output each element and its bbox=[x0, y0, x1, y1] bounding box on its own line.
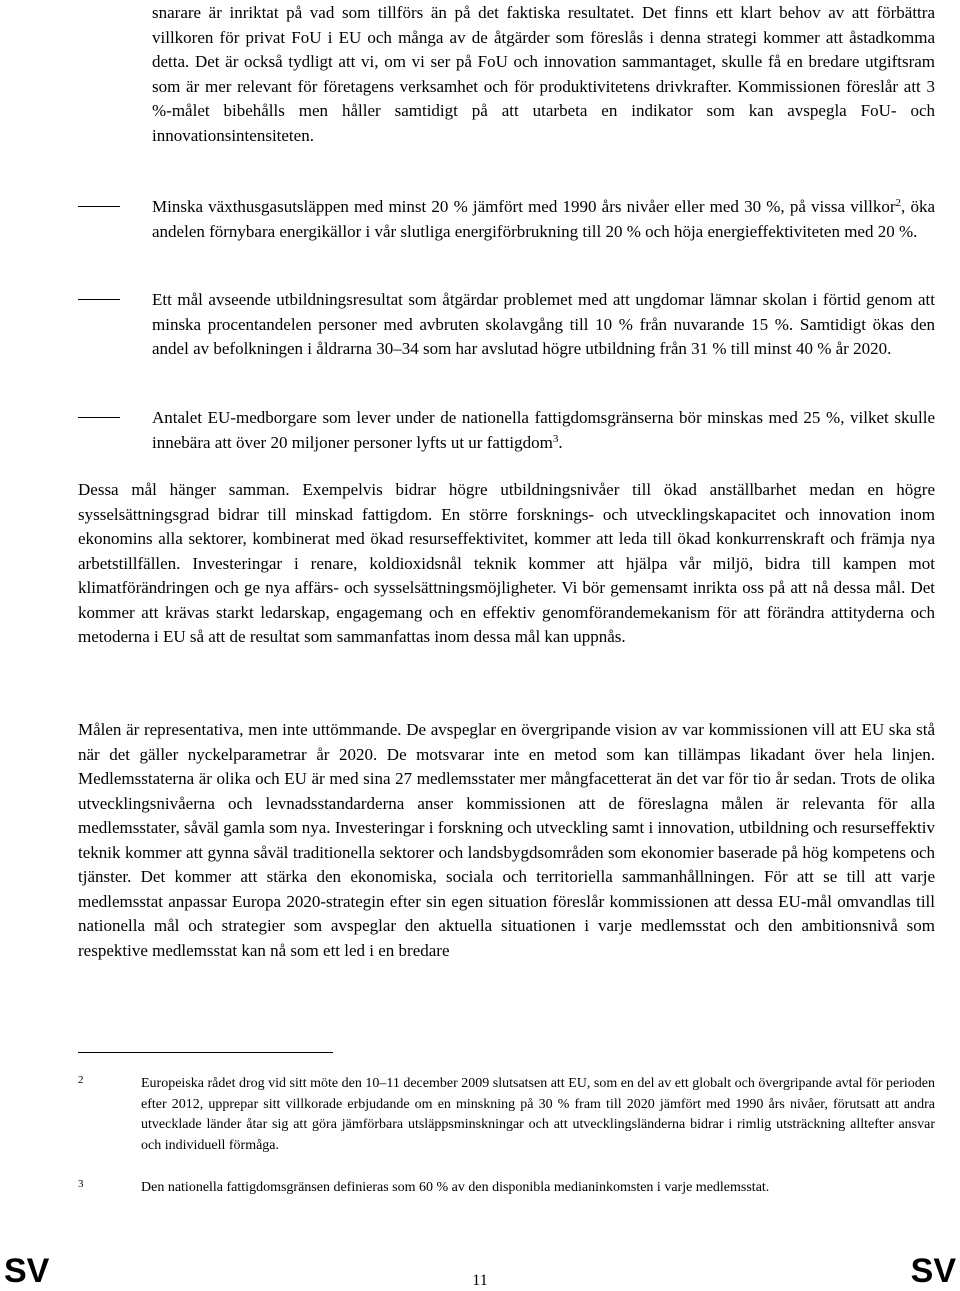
footnote-ref-2[interactable]: 2 bbox=[895, 197, 902, 209]
bullet-text: Ett mål avseende utbildningsresultat som åtgärdar problemet med att ungdomar lämnar skolan i förtid genom att minska procentandelen personer med avbruten skolavgång till 10 % från nuvarande 15 %. Samtidigt ökas den andel av befolkningen i åldrarna 30–34 som har avslutad högre utbildning från 31 % till minst 40 % år 2020. bbox=[152, 290, 935, 358]
bullet-text: Antalet EU-medborgare som lever under de nationella fattigdomsgränserna bör minskas med 25 %, vilket skulle innebära att över 20 miljoner personer lyfts ut ur fattigdom$^3$. bbox=[152, 408, 935, 452]
body-paragraph-goals-linked: Dessa mål hänger samman. Exempelvis bidrar högre utbildningsnivåer till ökad anställbarhet medan en högre sysselsättningsgrad bidrar till minskad fattigdom. En större forsknings- och utvecklingskapacitet och innovation inom ekonomins alla sektorer, kombinerat med ökad resurseffektivitet, kommer att leda till ökad konkurrenskraft och främja nya arbetstillfällen. Investeringar i renare, koldioxidsnål teknik kommer att hjälpa vår miljö, bidra till kampen mot klimatförändringen och ge nya affärs- och sysselsättningsmöjligheter. Vi bör gemensamt inrikta oss på att nå dessa mål. Det kommer att krävas starkt ledarskap, engagemang och en effektiv genomförandemekanism för att förändra attityderna och metoderna i EU så att de resultat som sammanfattas inom dessa mål kan uppnås. bbox=[78, 480, 935, 646]
bullet-item-emissions bbox=[78, 195, 935, 244]
footnote-text: Europeiska rådet drog vid sitt möte den 10–11 december 2009 slutsatsen att EU, som en del av ett globalt och övergripande avtal för perioden efter 2012, upprepar sitt villkorade erbjudande om en minskning på 30 % fram till 2020 jämfört med 1990 års nivåer, förutsatt att andra utvecklade länder åtar sig att göra jämförbara utsläppsminskningar och att utvecklingsländerna bidrar i rimlig utsträckning alltefter ansvar och individuell förmåga. bbox=[141, 1076, 935, 1153]
language-code-left: SV bbox=[4, 1252, 50, 1290]
language-code-right: SV bbox=[910, 1252, 956, 1290]
dash-bullet-icon bbox=[78, 299, 120, 300]
footnote-number: 2 bbox=[78, 1074, 84, 1086]
page-number: 11 bbox=[472, 1272, 488, 1289]
footnote-number: 3 bbox=[78, 1178, 84, 1190]
footnote-3 bbox=[78, 1178, 935, 1199]
bullet-item-poverty bbox=[78, 406, 935, 455]
dash-bullet-icon bbox=[78, 417, 120, 418]
footnote-ref-3[interactable]: 3 bbox=[552, 432, 559, 445]
footnote-text: Den nationella fattigdomsgränsen definieras som 60 % av den disponibla medianinkomsten i varje medlemsstat. bbox=[141, 1180, 770, 1195]
footnote-2 bbox=[78, 1074, 935, 1156]
footnote-separator bbox=[78, 1052, 333, 1053]
dash-bullet-icon bbox=[78, 206, 120, 207]
bullet-item-education bbox=[78, 288, 935, 362]
continuation-paragraph: snarare är inriktat på vad som tillförs än på det faktiska resultatet. Det finns ett klart behov av att förbättra villkoren för privat FoU i EU och många av de åtgärder som föreslås i denna strategi kommer att åstadkomma detta. Det är också tydligt att vi, om vi ser på FoU och innovation sammantaget, skulle få en bredare utgiftsram som är mer relevant för företagens verksamhet och för produktivitetens drivkrafter. Kommissionen föreslår att 3 %-målet bibehålls men håller samtidigt på att utarbeta en indikator som kan avspegla FoU- och innovationsintensiteten. bbox=[152, 3, 935, 145]
body-paragraph-goals-representative: Målen är representativa, men inte uttömmande. De avspeglar en övergripande vision av var kommissionen vill att EU ska stå när det gäller nyckelparametrar år 2020. De motsvarar inte en metod som kan tillämpas likadant över hela linjen. Medlemsstaterna är olika och EU är med sina 27 medlemsstater mer mångfacetterat än det var för tio år sedan. Trots de olika utvecklingsnivåerna och levnadsstandarderna anser kommissionen att de föreslagna målen är relevanta för alla medlemsstater, såväl gamla som nya. Investeringar i forskning och utveckling samt i innovation, utbildning och resurseffektiv teknik kommer att gynna såväl traditionella sektorer och landsbygdsområden som ekonomier baserade på hög kompetens och tjänster. Det kommer att stärka den ekonomiska, sociala och territoriella sammanhållningen. För att se till att varje medlemsstat anpassar Europa 2020-strategin efter sin egen situation föreslår kommissionen att dessa EU-mål omvandlas till nationella mål och strategier som avspeglar den aktuella situationen i varje medlemsstat och den ambitionsnivå som respektive medlemsstat kan nå som ett led i en bredare bbox=[78, 720, 935, 960]
bullet-text: Minska växthusgasutsläppen med minst 20 % jämfört med 1990 års nivåer eller med 30 %, på vissa villkor$^2$, öka andelen förnybara energikällor i vår slutliga energiförbrukning till 20 % och höja energieffektiviteten med 20 %. bbox=[152, 197, 935, 241]
